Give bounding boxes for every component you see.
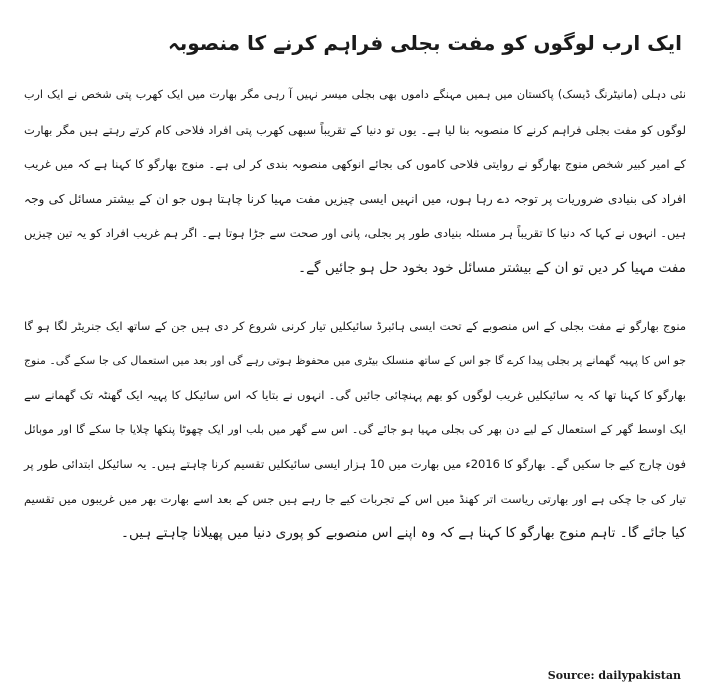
paragraph-spacer: [20, 285, 690, 309]
paragraph-line: افراد کی بنیادی ضروریات پر توجہ دے رہا ہوں، میں انہیں ایسی چیزیں مفت مہیا کرنا چاہتا ہوں جو ان کے بیشتر مسائل کی وجہ: [24, 191, 686, 206]
paragraph-line: تیار کی جا چکی ہے اور بھارتی ریاست اتر کھنڈ میں اس کے تجربات کیے جا رہے ہیں جس کے بعد اسے بھارت بھر میں غریبوں میں تقسیم: [24, 491, 686, 506]
paragraph-line: کیا جائے گا۔ تاہم منوج بھارگو کا کہنا ہے کہ وہ اپنے اس منصوبے کو پوری دنیا میں پھیلانا چاہتے ہیں۔: [121, 525, 686, 541]
paragraph-line: لوگوں کو مفت بجلی فراہم کرنے کا منصوبہ بنا لیا ہے۔ یوں تو دنیا کے تقریباً سبھی کھرب پتی افراد فلاحی کام کرتے رہتے ہیں مگر بھارت: [24, 122, 686, 137]
source-credit: Source: dailypakistan: [547, 669, 681, 682]
article-paragraph-1: [20, 78, 690, 285]
paragraph-line: ہیں۔ انہوں نے کہا کہ دنیا کا تقریباً ہر مسئلہ بنیادی طور پر بجلی، پانی اور صحت سے جڑا ہوتا ہے۔ اگر ہم غریب افراد کو یہ تین چیزیں: [24, 226, 686, 240]
paragraph-line: نئی دہلی (مانیٹرنگ ڈیسک) پاکستان میں ہمیں مہنگے داموں بھی بجلی میسر نہیں آ رہی مگر بھارت میں ایک کھرب پتی شخص نے ایک ارب: [24, 88, 686, 101]
paragraph-line: کے امیر کبیر شخص منوج بھارگو نے روایتی فلاحی کاموں کی بجائے انوکھی منصوبہ بندی کر لی ہے۔ منوج بھارگو کا کہنا ہے کہ میں غریب: [24, 157, 686, 171]
article-paragraph-2: [20, 309, 690, 551]
paragraph-line: جو اس کا پہیہ گھمانے پر بجلی پیدا کرے گا جو اس کے ساتھ منسلک بیٹری میں محفوظ ہوتی رہے گی اور بعد میں استعمال کی جا سکے گی۔ منوج: [24, 353, 686, 367]
article-headline: ایک ارب لوگوں کو مفت بجلی فراہم کرنے کا منصوبہ: [168, 31, 682, 55]
paragraph-line: منوج بھارگو نے مفت بجلی کے اس منصوبے کے تحت ایسی ہائبرڈ سائیکلیں تیار کرنی شروع کر دی ہیں جن کے ساتھ ایک جنریٹر لگا ہو گا: [24, 319, 686, 333]
paragraph-line: ایک اوسط گھر کے استعمال کے لیے دن بھر کی بجلی مہیا ہو جائے گی۔ اس سے گھر میں بلب اور ایک چھوٹا پنکھا چلایا جا سکے گا اور موبائل: [24, 422, 686, 436]
paragraph-line: بھارگو کا کہنا تھا کہ یہ سائیکلیں غریب لوگوں کو بھم پہنچائی جائیں گی۔ انہوں نے بتایا کہ اس سائیکل کا پہیہ ایک گھنٹہ تک گھمانے سے: [24, 388, 686, 402]
article: [20, 20, 690, 551]
paragraph-line: مفت مہیا کر دیں تو ان کے بیشتر مسائل خود بخود حل ہو جائیں گے۔: [298, 259, 686, 276]
paragraph-line: فون چارج کیے جا سکیں گے۔ بھارگو کا 2016ء میں بھارت میں 10 ہزار ایسی سائیکلیں تقسیم کرنا چاہتے ہیں۔ یہ سائیکل ابتدائی طور پر: [24, 457, 686, 471]
